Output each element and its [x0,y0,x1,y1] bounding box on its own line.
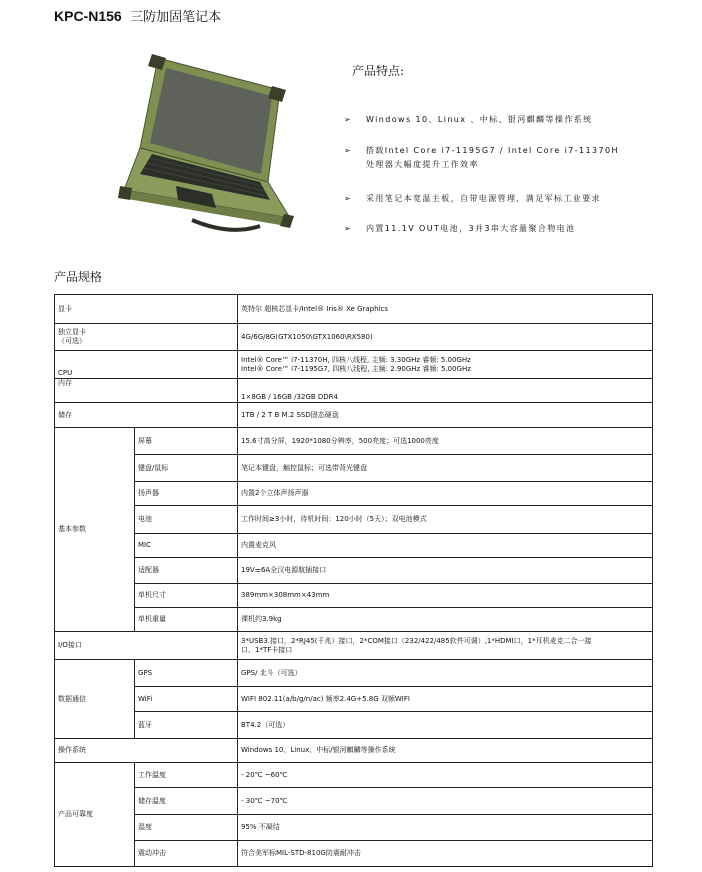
table-row: 电池 工作时间≥3小时，待机时间：120小时（5天）；双电池模式 [55,506,653,534]
table-row: 蓝牙 BT4.2（可选） [55,712,653,739]
features-title: 产品特点: [352,64,405,78]
arrow-bullet-icon: ➢ [344,146,353,155]
table-row: 湿度 95% 不凝结 [55,815,653,841]
feature-item: ➢ 内置11.1V OUT电池，3并3串大容量聚合物电池 [344,222,575,236]
table-row: 单机尺寸 389mm×308mm×43mm [55,584,653,608]
table-row: I/O接口 3*USB3.接口，2*RJ45(千兆）接口，2*COM接口（232/422/485软件可调）,1*HDMI口，1*耳机麦克二合一接 口、1*TF卡接口 [55,632,653,660]
table-row: 数据通信 GPS GPS/ 北斗（可选） [55,660,653,687]
feature-item: ➢ Windows 10、Linux 、中标、银河麒麟等操作系统 [344,113,593,127]
table-row: 震动冲击 符合美军标MIL-STD-810G防震耐冲击 [55,841,653,867]
table-row: 显卡 英特尔 超核芯显卡/Intel® Iris® Xe Graphics [55,295,653,324]
table-row: 产品可靠度 工作温度 - 20℃ ~60℃ [55,763,653,788]
table-row: 键盘/鼠标 笔记本键盘，触控鼠标；可选带背光键盘 [55,455,653,482]
table-row: WiFi WIFI 802.11(a/b/g/n/ac) 频率2.4G+5.8G 双频WIFI [55,687,653,712]
product-name: 三防加固笔记本 [130,10,222,25]
table-row: 独立显卡 （可选） 4G/6G/8G(GTX1050\GTX1060\RX580) [55,324,653,351]
table-row: 储存 1TB / 2 T B M.2 SSD固态硬盘 [55,403,653,428]
feature-item: ➢ 搭载Intel Core i7-1195G7 / Intel Core i7-11370H 处理器大幅度提升工作效率 [344,146,619,169]
table-row: 单机重量 裸机约3.9kg [55,608,653,632]
table-row: 操作系统 Windows 10、Linux、中标/银河麒麟等操作系统 [55,739,653,763]
table-row: 扬声器 内置2个立体声扬声器 [55,482,653,506]
arrow-bullet-icon: ➢ [344,115,353,124]
table-row: 适配器 19V⚌6A全汉电源航插接口 [55,558,653,584]
product-model: KPC-N156 [54,8,122,24]
table-row: 储存温度 - 30℃ ~70℃ [55,788,653,815]
table-row: CPU Intel® Core™ i7-11370H, 四核八线程, 主频: 3.30GHz 睿频: 5.00GHz Intel® Core™ i7-1195G7, 四核八线程, 主频: 2.90GHz 睿频: 5.00GHz [55,351,653,379]
feature-item: ➢ 采用笔记本宽温主板，自带电源管理，满足军标工业要求 [344,192,601,206]
spec-table [54,294,653,867]
table-row: 内存 1×8GB / 16GB /32GB DDR4 [55,379,653,403]
arrow-bullet-icon: ➢ [344,194,353,203]
table-row: 基本参数 屏幕 15.6寸高分屏，1920*1080分辨率，500亮度；可选1000亮度 [55,428,653,455]
arrow-bullet-icon: ➢ [344,224,353,233]
spec-title: 产品规格 [54,270,103,284]
laptop-product-image [100,50,295,235]
table-row: MIC 内置麦克风 [55,534,653,558]
page-title [54,6,221,25]
